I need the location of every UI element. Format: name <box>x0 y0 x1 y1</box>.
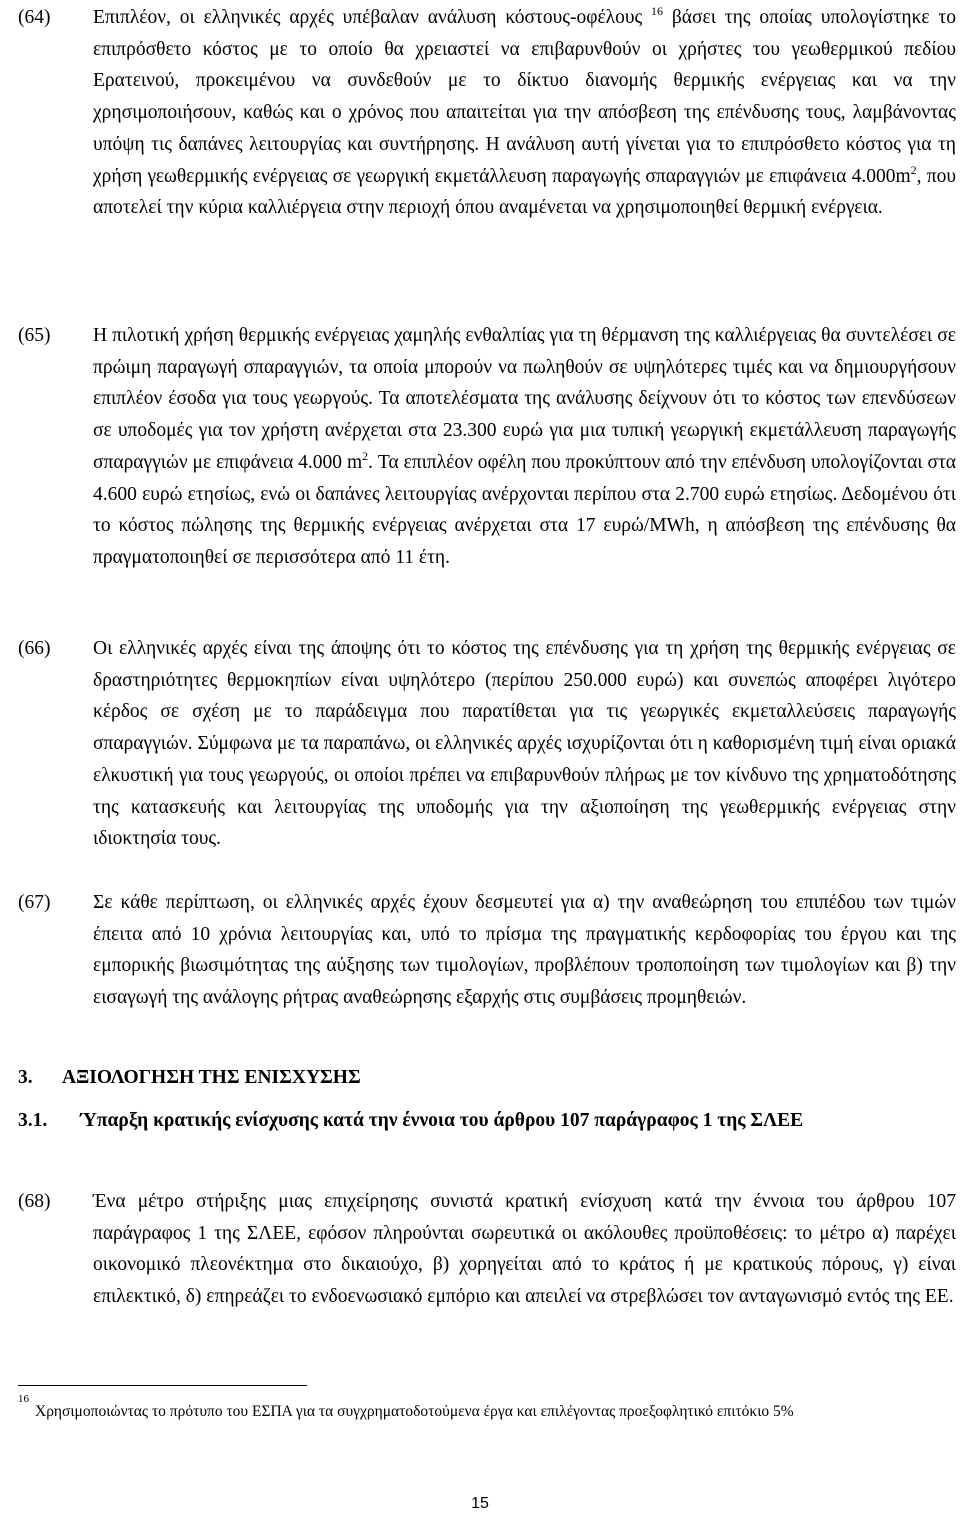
paragraph-text: Οι ελληνικές αρχές είναι της άποψης ότι το κόστος της επένδυσης για τη χρήση της θερμικής ενέργειας σε δραστηριότητες θερμοκηπίων είναι υψηλότερο (περίπου 250.000 ευρώ) και συνεπώς αποφέρει λιγότερο κέρδος σε σχέση με το παράδειγμα που παρατίθεται για τις γεωργικές εκμεταλλεύσεις παραγωγής σπαραγγιών. Σύμφωνα με τα παραπάνω, οι ελληνικές αρχές ισχυρίζονται ότι η καθορισμένη τιμή είναι οριακά ελκυστική για τους γεωργούς, οι οποίοι πρέπει να επιβαρυνθούν πλήρως με τον κίνδυνο της χρηματοδότησης της κατασκευής και λειτουργίας της υποδομής για την αξιοποίηση της γεωθερμικής ενέργειας στην ιδιοκτησία τους. <box>93 638 956 850</box>
paragraph-text: Επιπλέον, οι ελληνικές αρχές υπέβαλαν ανάλυση κόστους-οφέλους $^{16}$ βάσει της οποίας υπολογίστηκε το επιπρόσθετο κόστος με το οποίο θα χρειαστεί να επιβαρυνθούν οι χρήστες του γεωθερμικού πεδίου Ερατεινού, προκειμένου να συνδεθούν με το δίκτυο διανομής θερμικής ενέργειας και να την χρησιμοποιήσουν, καθώς και ο χρόνος που απαιτείται για την απόσβεση της επένδυσης τους, λαμβάνοντας υπόψη τις δαπάνες λειτουργίας και συντήρησης. Η ανάλυση αυτή γίνεται για το επιπρόσθετο κόστος για τη χρήση γεωθερμικής ενέργειας σε γεωργική εκμετάλλευση παραγωγής σπαραγγιών με επιφάνεια $4.000m^2$, που αποτελεί την κύρια καλλιέργεια στην περιοχή όπου αναμένεται να χρησιμοποιηθεί θερμική ενέργεια. <box>93 4 957 219</box>
superscript: 2 <box>910 162 917 177</box>
paragraph-text: Η πιλοτική χρήση θερμικής ενέργειας χαμηλής ενθαλπίας για τη θέρμανση της καλλιέργειας θα συντελέσει σε πρώιμη παραγωγή σπαραγγιών, τα οποία μπορούν να πωληθούν σε υψηλότερες τιμές και να δημιουργήσουν επιπλέον έσοδα για τους γεωργούς. Τα αποτελέσματα της ανάλυσης δείχνουν ότι το κόστος των επενδύσεων σε υποδομές για τον χρήστη ανέρχεται στα 23.300 ευρώ για μια τυπική γεωργική εκμετάλλευση παραγωγής σπαραγγιών με επιφάνεια 4.000 $m^2$. Τα επιπλέον οφέλη που προκύπτουν από την επένδυση υπολογίζονται στα 4.600 ευρώ ετησίως, ενώ οι δαπάνες λειτουργίας ανέρχονται περίπου στα 2.700 ευρώ ετησίως. Δεδομένου ότι το κόστος πώλησης της θερμικής ενέργειας ανέρχεται στα 17 ευρώ/MWh, η απόσβεση της επένδυσης θα πραγματοποιηθεί σε περισσότερα από 11 έτη. <box>93 325 957 568</box>
section-title: ΑΞΙΟΛΟΓΗΣΗ ΤΗΣ ΕΝΙΣΧΥΣΗΣ <box>62 1067 361 1088</box>
paragraph-64 <box>18 2 956 224</box>
section-heading <box>18 1062 956 1094</box>
footnote-separator <box>18 1385 307 1386</box>
subsection-title: Ύπαρξη κρατικής ενίσχυσης κατά την έννοια του άρθρου 107 παράγραφος 1 της ΣΛΕΕ <box>80 1110 804 1131</box>
footnote-number: 16 <box>18 1393 29 1405</box>
paragraph-number: (67) <box>18 892 51 913</box>
page-number: 15 <box>471 1495 489 1512</box>
paragraph-68 <box>18 1186 956 1313</box>
paragraph-text: Ένα μέτρο στήριξης μιας επιχείρησης συνιστά κρατική ενίσχυση κατά την έννοια του άρθρου 107 παράγραφος 1 της ΣΛΕΕ, εφόσον πληρούνται σωρευτικά οι ακόλουθες προϋποθέσεις: το μέτρο α) παρέχει οικονομικό πλεονέκτημα στο δικαιούχο, β) χορηγείται από το κράτος ή με κρατικούς πόρους, γ) είναι επιλεκτικό, δ) επηρεάζει το ενδοενωσιακό εμπόριο και απειλεί να στρεβλώσει τον ανταγωνισμό εντός της ΕΕ. <box>93 1191 956 1308</box>
footnote-reference[interactable]: 16 <box>651 4 664 18</box>
section-number: 3. <box>18 1067 33 1088</box>
paragraph-text: Σε κάθε περίπτωση, οι ελληνικές αρχές έχουν δεσμευτεί για α) την αναθεώρηση του επιπέδου των τιμών έπειτα από 10 χρόνια λειτουργίας και, υπό το πρίσμα της πραγματικής κερδοφορίας του έργου και της εμπορικής βιωσιμότητας της αύξησης των τιμολογίων, προβλέπουν τροποποίηση των τιμολογίων και β) την εισαγωγή της ανάλογης ρήτρας αναθεώρησης εξαρχής στις συμβάσεις προμηθειών. <box>93 892 956 1009</box>
superscript: 2 <box>362 448 369 463</box>
subsection-heading <box>18 1105 956 1137</box>
paragraph-number: (65) <box>18 325 51 346</box>
footnote <box>18 1393 956 1428</box>
paragraph-66 <box>18 633 956 855</box>
subsection-number: 3.1. <box>18 1110 48 1131</box>
paragraph-number: (64) <box>18 7 51 28</box>
paragraph-number: (66) <box>18 638 51 659</box>
paragraph-number: (68) <box>18 1191 51 1212</box>
footnote-text: Χρησιμοποιώντας το πρότυπο του ΕΣΠΑ για τα συγχρηματοδοτούμενα έργα και επιλέγοντας προεξοφλητικό επιτόκιο 5% <box>35 1403 794 1420</box>
paragraph-67 <box>18 887 956 1014</box>
paragraph-65 <box>18 320 956 574</box>
